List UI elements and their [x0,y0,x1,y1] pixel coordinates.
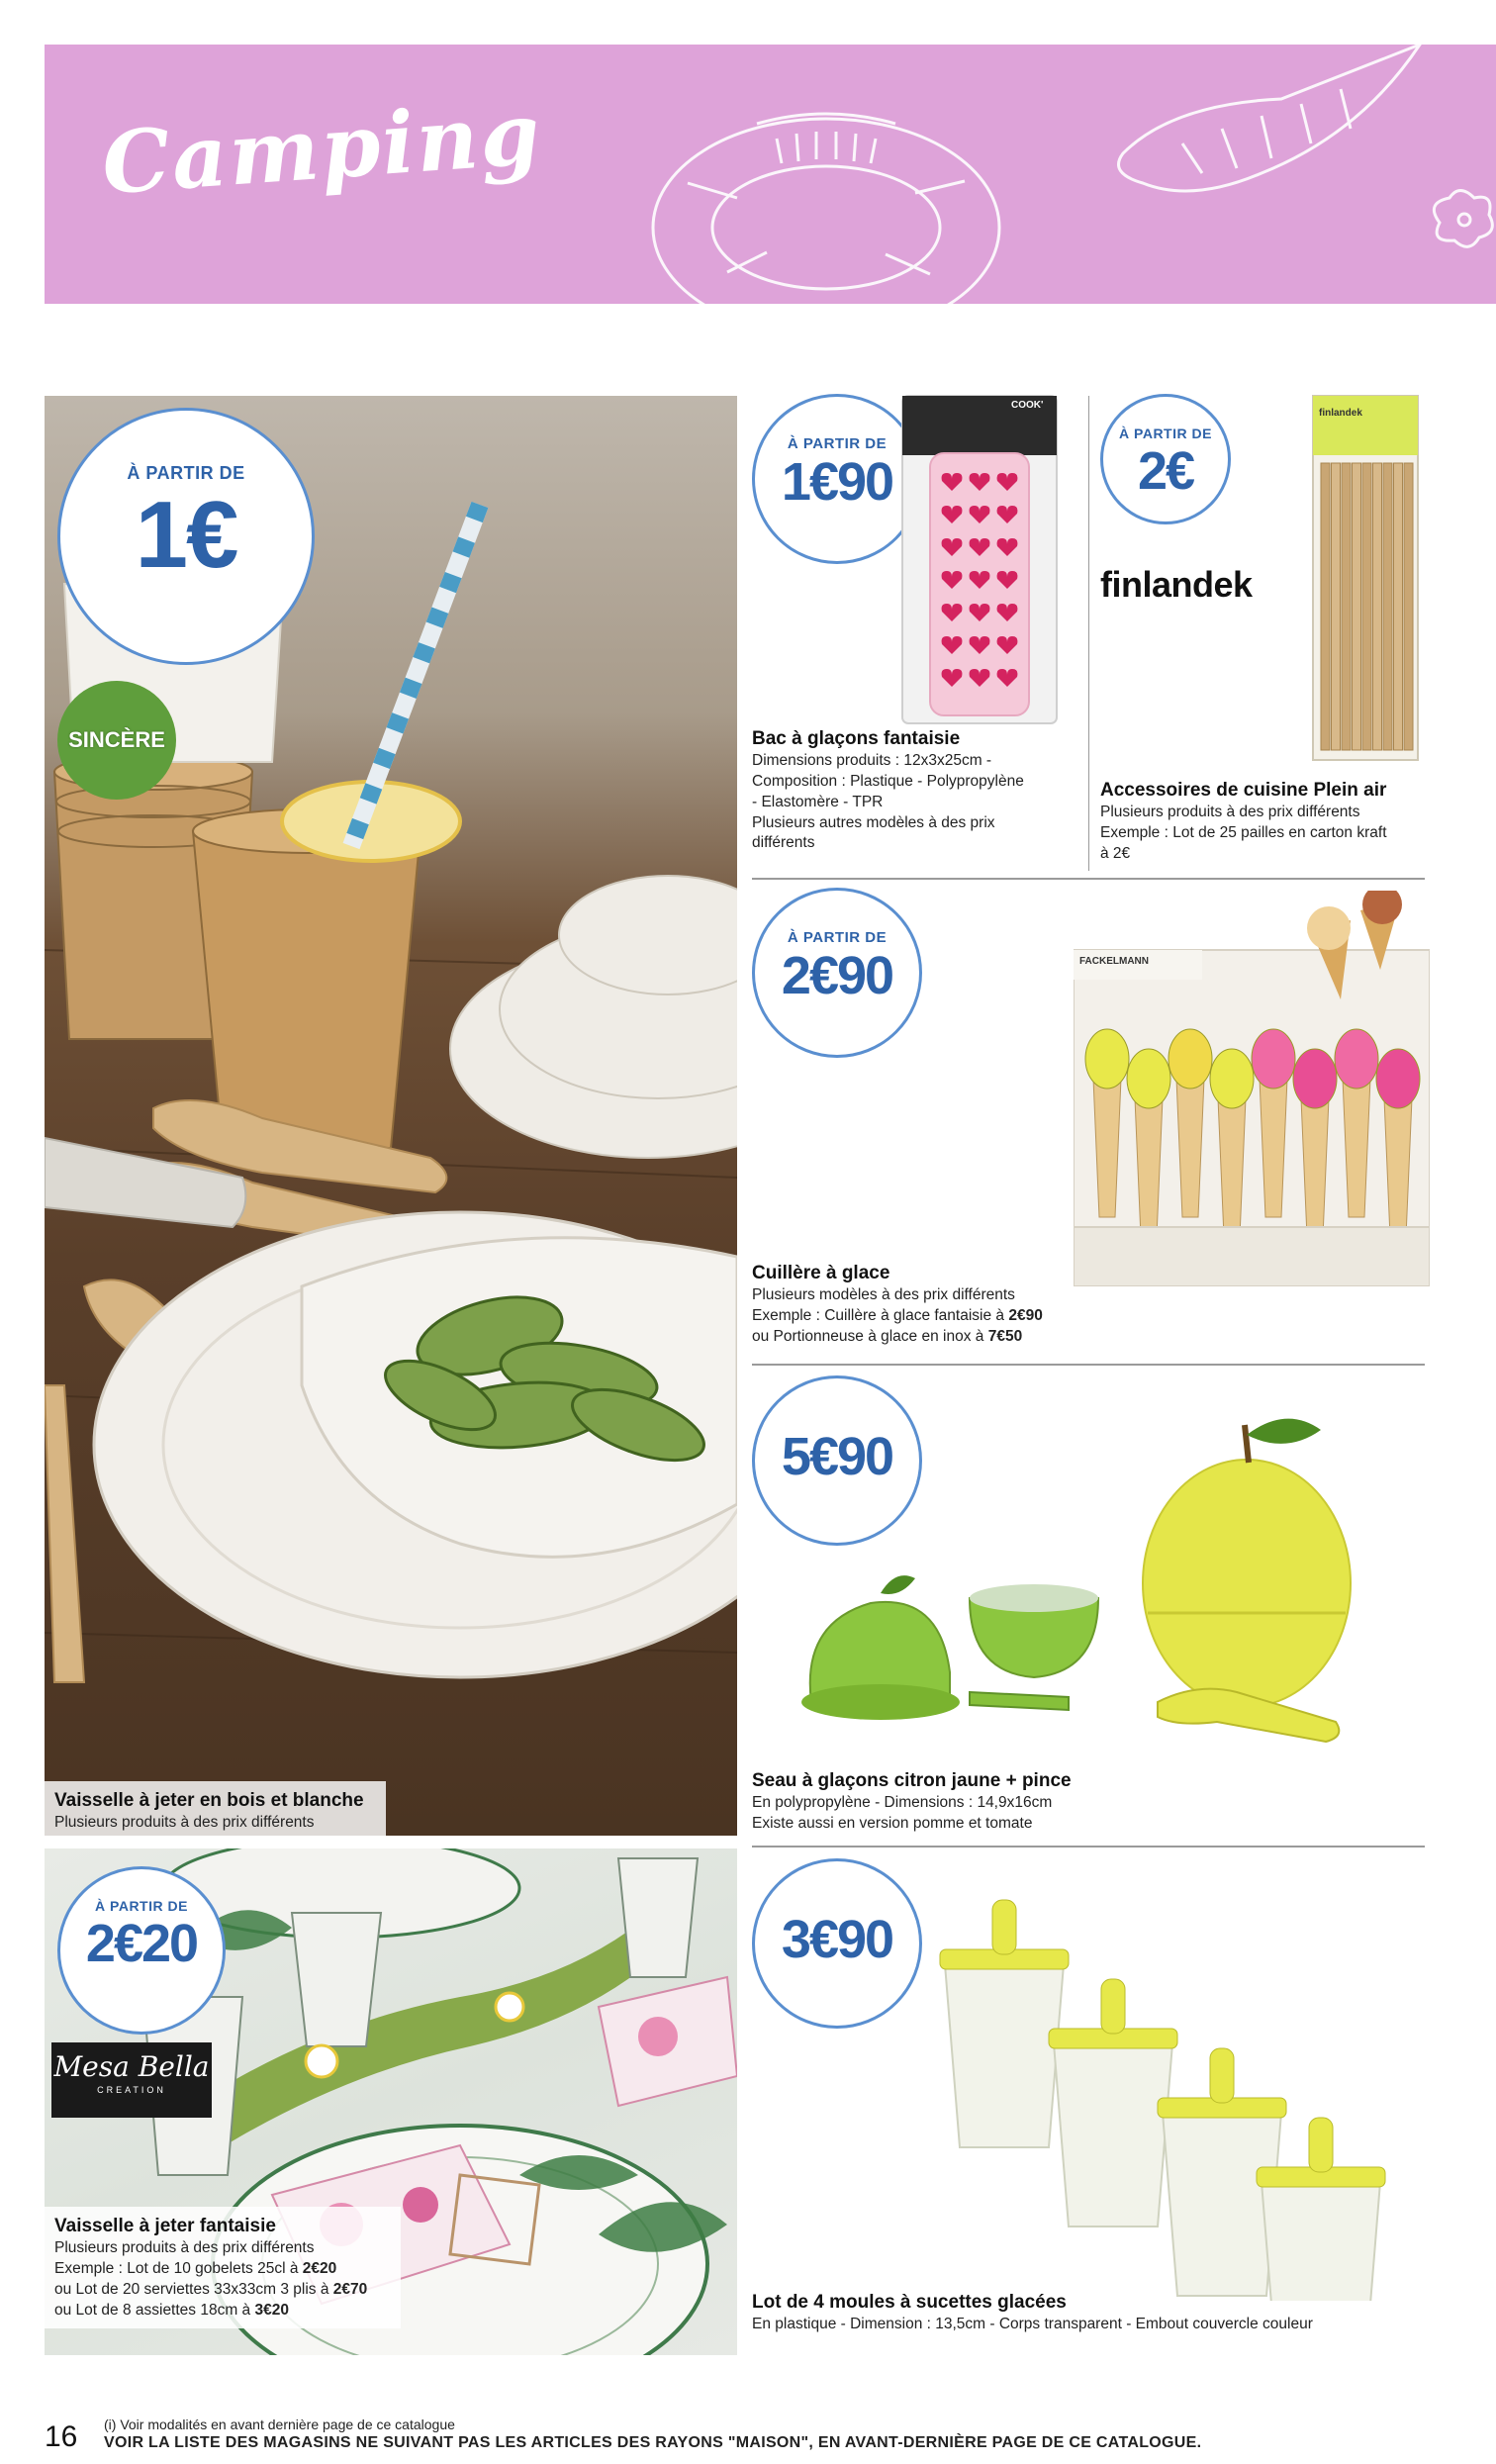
straw [1332,463,1341,750]
package-brand: finlandek [1319,408,1362,419]
price-badge-vaisselle-bois [57,408,315,665]
price-prefix: À PARTIR DE [787,435,888,452]
price-badge-moules [752,1858,922,2029]
caption-moules [752,2291,1435,2335]
brand-logo-mesa-bella [51,2042,212,2118]
caption-seau [752,1769,1148,1835]
product-desc-line: Exemple : Lot de 25 pailles en carton kraft [1100,823,1387,841]
popsicle-molds-illustration [935,1875,1420,2301]
price-value: 2€ [1137,441,1194,501]
scoop-head [1169,1029,1212,1089]
scoop-head [1252,1029,1295,1089]
row-divider [752,1364,1425,1366]
straw [1342,463,1351,750]
scoop-head [1085,1029,1129,1089]
page-number: 16 [45,2420,78,2453]
product-image-pailles [1311,394,1420,762]
product-title: Lot de 4 moules à sucettes glacées [752,2292,1067,2313]
straw [1353,463,1361,750]
straw [1373,463,1382,750]
row-divider [752,1846,1425,1848]
price-value: 5€90 [781,1427,893,1486]
row-divider [752,878,1425,880]
product-desc-line: Composition : Plastique - Polypropylène [752,772,1024,790]
straw [1404,463,1413,750]
scoop-head [1210,1049,1254,1108]
product-desc-line: différents [752,834,815,852]
product-title: Vaisselle à jeter en bois et blanche [54,1790,364,1811]
product-title: Vaisselle à jeter fantaisie [54,2216,276,2236]
straws-pack-illustration [1311,394,1420,762]
price-value: 3€90 [781,1910,893,1969]
caption-bac-glacons [752,727,1078,854]
straw [1362,463,1371,750]
product-desc-line: Plusieurs produits à des prix différents [1100,803,1360,820]
price-value: 2€20 [85,1914,198,1973]
product-desc-line: Plusieurs modèles à des prix différents [752,1285,1015,1303]
sincere-badge [57,681,176,800]
mold-body [945,1964,1064,2147]
scoop-head [1127,1049,1170,1108]
straw [1321,463,1330,750]
package-brand: COOK' [1011,400,1044,411]
brand-name: Mesa Bella [53,2050,210,2083]
price-badge-bac-glacons [752,394,922,564]
price-value: 1€90 [781,452,893,512]
product-desc-line: Dimensions produits : 12x3x25cm - [752,751,992,769]
scoop-head [1335,1029,1378,1089]
product-title: Bac à glaçons fantaisie [752,728,961,749]
product-title: Accessoires de cuisine Plein air [1100,780,1387,801]
footer-store-notice: VOIR LA LISTE DES MAGASINS NE SUIVANT PAS LES ARTICLES DES RAYONS "MAISON", EN AVANT-DERNIÈRE PAGE DE CE CATALOGUE. [104,2434,1202,2451]
column-divider [1088,396,1089,871]
caption-accessoires [1100,779,1427,865]
ice-tray-illustration [900,394,1059,725]
lemon-ice-bucket-illustration [801,1375,1356,1761]
product-desc: En plastique - Dimension : 13,5cm - Corps transparent - Embout couvercle couleur [752,2315,1313,2332]
product-desc-line: Plusieurs autres modèles à des prix [752,813,995,831]
product-desc-line: Exemple : Cuillère à glace fantaisie à 2€90 [752,1306,1043,1324]
price-badge-cuillere [752,888,922,1058]
mold-body [1054,2043,1172,2227]
brand-sub: CREATION [97,2085,166,2096]
product-desc-line: ou Lot de 8 assiettes 18cm à 3€20 [54,2301,289,2319]
product-desc-line: Existe aussi en version pomme et tomate [752,1814,1033,1832]
mold-handle [1309,2118,1333,2172]
mold-body [1262,2182,1380,2301]
caption-vaisselle-fantaisie [45,2207,401,2328]
product-image-moules [935,1875,1420,2301]
price-value: 2€90 [781,946,893,1005]
product-desc-line: ou Portionneuse à glace en inox à 7€50 [752,1327,1023,1345]
product-desc-line: à 2€ [1100,844,1131,862]
product-desc-line: Plusieurs produits à des prix différents [54,2238,315,2256]
price-prefix: À PARTIR DE [1119,426,1212,441]
price-prefix: À PARTIR DE [127,463,245,483]
mold-handle [1101,1979,1125,2034]
category-banner [45,45,1496,304]
mold-handle [1210,2048,1234,2103]
straw [1383,463,1392,750]
product-desc: Plusieurs produits à des prix différents [54,1813,315,1831]
caption-vaisselle-bois [45,1781,386,1842]
caption-cuillere [752,1262,1078,1348]
straw [1394,463,1403,750]
product-image-seau [801,1375,1356,1761]
sincere-label: SINCÈRE [68,727,165,752]
category-title: Camping [99,83,545,215]
product-desc-line: Exemple : Lot de 10 gobelets 25cl à 2€20 [54,2259,337,2277]
price-prefix: À PARTIR DE [787,929,888,946]
product-desc-line: ou Lot de 20 serviettes 33x33cm 3 plis à 2€70 [54,2280,368,2298]
scoop-head [1293,1049,1337,1108]
product-desc-line: En polypropylène - Dimensions : 14,9x16cm [752,1793,1053,1811]
price-prefix: À PARTIR DE [95,1898,188,1914]
price-value: 1€ [135,482,237,588]
footer-note: (i) Voir modalités en avant dernière page de ce catalogue [104,2417,455,2432]
scoop-head [1376,1049,1420,1108]
ice-cream-scoops-display [1074,891,1430,1286]
mold-handle [992,1900,1016,1954]
product-desc-line: - Elastomère - TPR [752,793,884,810]
price-badge-vaisselle-fantaisie [57,1866,226,2035]
product-image-bac-glacons [900,394,1059,725]
brand-logo-finlandek: finlandek [1100,564,1253,605]
product-image-cuilleres [1074,891,1430,1286]
product-title: Seau à glaçons citron jaune + pince [752,1770,1072,1791]
package-brand: FACKELMANN [1079,956,1149,967]
price-badge-accessoires [1100,394,1231,524]
product-title: Cuillère à glace [752,1263,890,1283]
